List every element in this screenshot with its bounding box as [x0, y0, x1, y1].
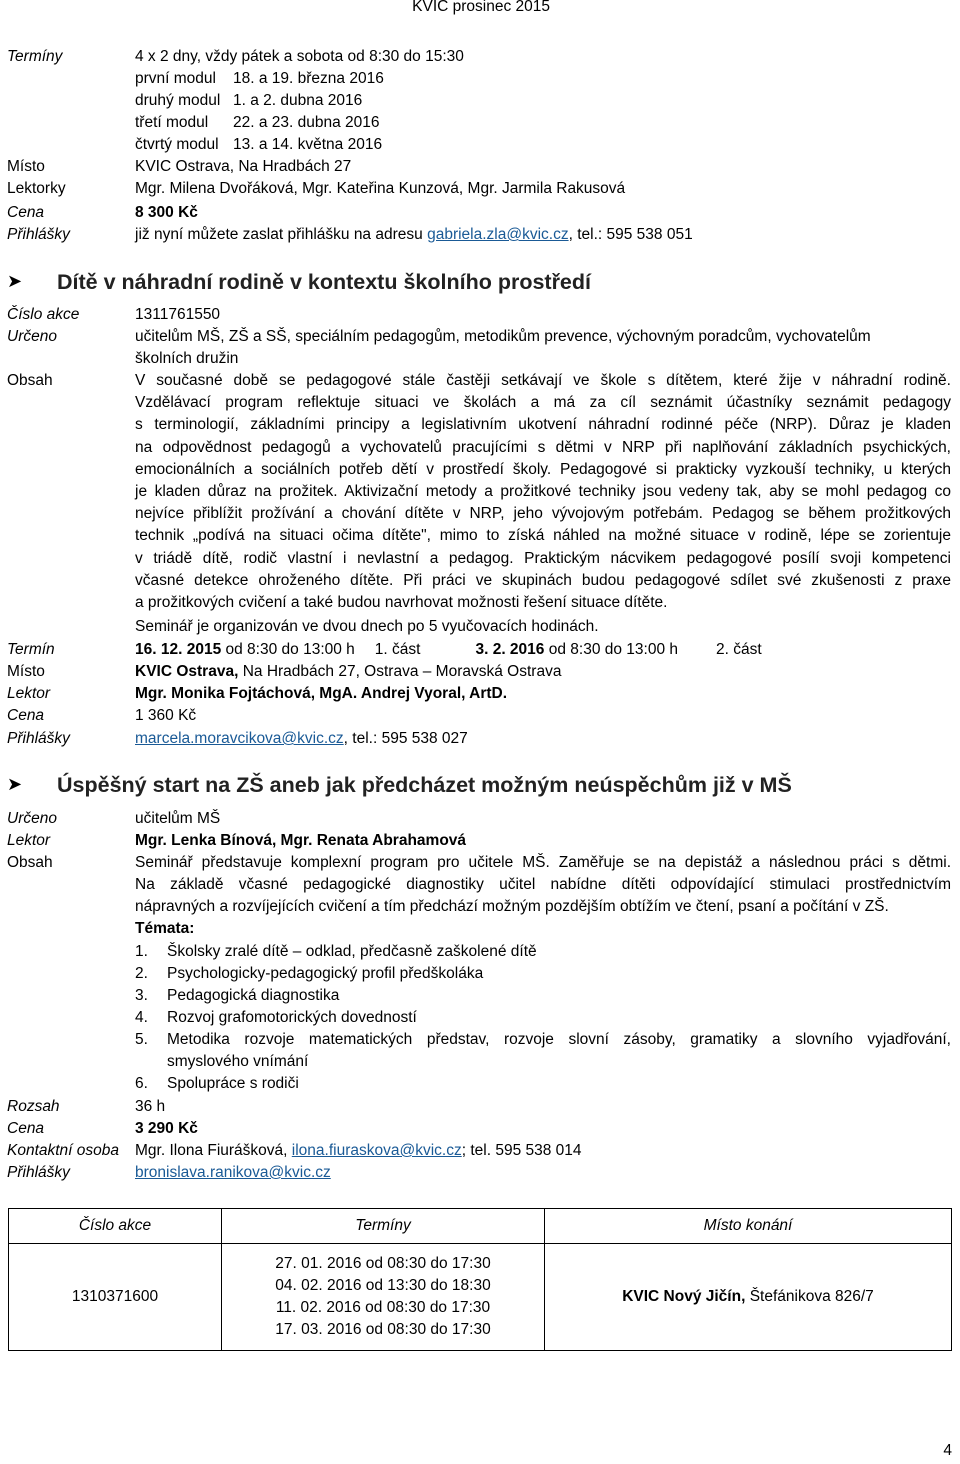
course3-title-text: Úspěšný start na ZŠ aneb jak předcházet možným neúspěchům již v MŠ: [57, 773, 792, 797]
obsah-note: Seminář je organizován ve dvou dnech po 5 vyučovacích hodinách.: [135, 618, 599, 635]
termin-label: Termín: [7, 641, 55, 658]
module-name: první modul: [135, 70, 216, 87]
table-header-row: [9, 1209, 952, 1244]
list-item: [135, 985, 951, 1007]
module-date: 13. a 14. května 2016: [233, 136, 383, 153]
page-header-title: KVIC prosinec 2015: [412, 0, 550, 15]
module-row: [135, 112, 380, 134]
arrow-bullet-icon: ➤: [7, 774, 23, 794]
obsah-line: je kladen důraz na prožitek. Aktivizační metody a prožitkové techniky jsou vedeny tak, aby se mohl pedagog co: [135, 482, 951, 500]
prihlasky-email-link[interactable]: gabriela.zla@kvic.cz: [427, 226, 569, 243]
lektor-value: Mgr. Monika Fojtáchová, MgA. Andrej Vyoral, ArtD.: [135, 685, 508, 702]
termin-part2-date: 3. 2. 2016: [475, 641, 545, 658]
list-item-text: Psychologicky-pedagogický profil předškoláka: [167, 965, 484, 982]
course3-prihlasky-row: [7, 1162, 331, 1184]
prihlasky-label: Přihlášky: [7, 730, 70, 747]
course2-misto-row: [7, 661, 561, 683]
termin-part2-time: od 8:30 do 13:00 h: [544, 641, 679, 658]
course1-prihlasky-row: [7, 224, 693, 246]
table-cell-terminy: [222, 1244, 545, 1351]
list-item-number: 3.: [135, 987, 148, 1004]
cena-value: 8 300 Kč: [135, 204, 198, 221]
terminy-value: 4 x 2 dny, vždy pátek a sobota od 8:30 do 15:30: [135, 48, 464, 65]
list-item: [135, 941, 951, 963]
termin-entry: 17. 03. 2016 od 08:30 do 17:30: [275, 1321, 491, 1338]
urceno-label: Určeno: [7, 810, 57, 827]
obsah-line: V současné době se pedagogové stále častěji setkávají ve škole s dítětem, které žije v náhradní rodině.: [135, 372, 951, 389]
list-item-number: 6.: [135, 1075, 148, 1092]
prihlasky-text: již nyní můžete zaslat přihlášku na adresu: [135, 226, 428, 243]
list-item: [135, 1073, 951, 1095]
course2-title: [7, 270, 591, 295]
termin-entry: 27. 01. 2016 od 08:30 do 17:30: [275, 1255, 491, 1272]
course2-cena-row: [7, 705, 196, 727]
list-item-text: Spolupráce s rodiči: [167, 1075, 299, 1092]
arrow-bullet-icon: ➤: [7, 271, 23, 291]
cislo-value: 1311761550: [135, 306, 221, 323]
table-row: [9, 1244, 952, 1351]
course2-cislo-row: [7, 304, 220, 326]
kontakt-email-link[interactable]: ilona.fiuraskova@kvic.cz: [291, 1142, 462, 1159]
list-item: [135, 963, 951, 985]
prihlasky-label: Přihlášky: [7, 226, 70, 243]
page-number: 4: [943, 1442, 952, 1459]
termin-part1-time: od 8:30 do 13:00 h: [221, 641, 355, 658]
temata-list: [135, 941, 951, 1095]
course1-terminy-row: [7, 46, 464, 68]
course2-prihlasky-row: [7, 728, 468, 750]
obsah-line: s terminologií, základními principy a legislativním ukotvení náhradní rodinné péče (NRP). Důraz je kladen: [135, 416, 951, 434]
table-cell-cislo: 1310371600: [9, 1244, 222, 1351]
obsah-line: Seminář představuje komplexní program pro učitele MŠ. Zaměřuje se na depistáž a následnou práci s dětmi.: [135, 854, 951, 871]
obsah-line: na odpovědnost pedagogů a vychovatelů pracujícími s dětmi v NRP při naplňování základních psychických,: [135, 438, 951, 456]
obsah-line: technik „podívá na situaci očima dítěte", mimo to získá náhled na možné situace v rodině, lépe se zorientuje: [135, 527, 951, 545]
rozsah-value: 36 h: [135, 1098, 166, 1115]
table-header-misto: Místo konání: [545, 1209, 952, 1244]
module-row: [135, 134, 382, 156]
course3-rozsah-row: [7, 1096, 165, 1118]
obsah-line: Na základě včasné pedagogické diagnostiky učitel nabídne dítěti odpovídající stimulaci prostřednictvím: [135, 876, 951, 894]
course2-obsah-label-row: [7, 370, 135, 392]
lektorky-value: Mgr. Milena Dvořáková, Mgr. Kateřina Kunzová, Mgr. Jarmila Rakusová: [135, 180, 626, 197]
course2-urceno-row: [7, 326, 871, 348]
lektor-label: Lektor: [7, 832, 51, 849]
urceno-continuation: školních družin: [135, 350, 239, 367]
list-item: [135, 1007, 951, 1029]
termin-entry: 04. 02. 2016 od 13:30 do 18:30: [275, 1277, 491, 1294]
urceno-label: Určeno: [7, 328, 57, 345]
list-item-number: 1.: [135, 943, 148, 960]
list-item-text: Metodika rozvoje matematických představ, rozvoje slovní zásoby, gramatiky a slovního vyjadřování,: [167, 1031, 951, 1048]
module-date: 22. a 23. dubna 2016: [233, 114, 380, 131]
misto-bold: KVIC Nový Jičín,: [622, 1288, 746, 1305]
prihlasky-tel: , tel.: 595 538 051: [568, 226, 693, 243]
course3-lektor-row: [7, 830, 466, 852]
rozsah-label: Rozsah: [7, 1098, 60, 1115]
misto-rest: Na Hradbách 27, Ostrava – Moravská Ostrava: [238, 663, 562, 680]
course3-cena-row: [7, 1118, 198, 1140]
list-item-number: 2.: [135, 965, 148, 982]
list-item: [135, 1029, 951, 1073]
termin-entry: 11. 02. 2016 od 08:30 do 17:30: [275, 1299, 491, 1316]
kontakt-name: Mgr. Ilona Fiurášková,: [135, 1142, 292, 1159]
obsah-line: nápravných a rozvíjejících cvičení a tím předchází možným pozdějším obtížím ve čtení, psaní a počítání v ZŠ.: [135, 898, 889, 916]
prihlasky-email-link[interactable]: marcela.moravcikova@kvic.cz: [135, 730, 344, 747]
module-row: [135, 90, 362, 112]
kontakt-label: Kontaktní osoba: [7, 1142, 120, 1159]
termin-part2-label: 2. část: [716, 641, 762, 658]
lektorky-label: Lektorky: [7, 180, 66, 197]
obsah-line: včasné detekce ohroženého dítěte. Při práci ve skupinách budou pedagogové sdílet své zkušenosti z praxe: [135, 571, 951, 589]
prihlasky-email-link[interactable]: bronislava.ranikova@kvic.cz: [135, 1164, 331, 1181]
module-row: [135, 68, 384, 90]
module-name: druhý modul: [135, 92, 221, 109]
module-date: 1. a 2. dubna 2016: [233, 92, 363, 109]
course3-obsah-label-row: [7, 852, 135, 874]
course2-lektor-row: [7, 683, 507, 705]
obsah-label: Obsah: [7, 854, 53, 871]
urceno-value: učitelům MŠ: [135, 810, 221, 827]
list-item-text: Rozvoj grafomotorických dovedností: [167, 1009, 417, 1026]
temata-label: Témata:: [135, 920, 195, 937]
termin-part1-label: 1. část: [374, 641, 421, 658]
termin-part1-date: 16. 12. 2015: [135, 641, 222, 658]
course3-obsah-text: [135, 852, 951, 919]
list-item-number: 4.: [135, 1009, 148, 1026]
cena-value: 3 290 Kč: [135, 1120, 198, 1137]
course3-urceno-row: [7, 808, 220, 830]
cena-label: Cena: [7, 1120, 45, 1137]
course1-cena-row: [7, 202, 198, 224]
course2-title-text: Dítě v náhradní rodině v kontextu školního prostředí: [57, 270, 591, 294]
module-name: čtvrtý modul: [135, 136, 219, 153]
obsah-line: Vzdělávací program reflektuje situaci ve školách a má za cíl seznámit účastníky seznámit pedagogy: [135, 394, 951, 412]
course3-kontakt-row: [7, 1140, 582, 1162]
cena-label: Cena: [7, 707, 45, 724]
misto-value: KVIC Ostrava, Na Hradbách 27: [135, 158, 352, 175]
obsah-line: v triádě dítě, rodič vlastní i nevlastní a pedagog. Praktickým nácvikem pedagogové posílí svoji kompetenci: [135, 549, 951, 567]
obsah-line: nejvíce přiblížit prožívání a chování dítěte v NRP, jeho vývojovým potřebám. Pedagog se během prožitkových: [135, 505, 951, 523]
misto-label: Místo: [7, 663, 45, 680]
table-header-terminy: Termíny: [222, 1209, 545, 1244]
kontakt-tel: ; tel. 595 538 014: [461, 1142, 582, 1159]
course2-termin-row: [7, 639, 762, 661]
misto-bold: KVIC Ostrava,: [135, 663, 239, 680]
module-date: 18. a 19. března 2016: [233, 70, 384, 87]
list-item-text: Školsky zralé dítě – odklad, předčasně zaškolené dítě: [167, 943, 537, 960]
course3-title: [7, 773, 792, 798]
obsah-line: a prožitkových cvičení a také budou navrhovat možnosti řešení situace dítěte.: [135, 593, 668, 611]
cislo-label: Číslo akce: [7, 306, 80, 323]
lektor-value: Mgr. Lenka Bínová, Mgr. Renata Abrahamová: [135, 832, 467, 849]
cena-label: Cena: [7, 204, 45, 221]
table-cell-misto: [545, 1244, 952, 1351]
cena-value: 1 360 Kč: [135, 707, 197, 724]
misto-label: Místo: [7, 158, 45, 175]
course1-misto-row: [7, 156, 351, 178]
course1-lektorky-row: [7, 178, 625, 200]
urceno-value: učitelům MŠ, ZŠ a SŠ, speciálním pedagogům, metodikům prevence, výchovným poradcům, vychovatelům: [135, 328, 871, 345]
obsah-line: emocionálních a sociálních potřeb dětí v prostředí školy. Pedagogové si prakticky vyzkouší techniky, u kterých: [135, 460, 951, 478]
terminy-label: Termíny: [7, 48, 63, 65]
list-item-text-continued: smyslového vnímání: [167, 1053, 309, 1070]
table-header-cislo: Číslo akce: [9, 1209, 222, 1244]
prihlasky-tel: , tel.: 595 538 027: [343, 730, 468, 747]
list-item-text: Pedagogická diagnostika: [167, 987, 340, 1004]
schedule-table: [8, 1208, 952, 1351]
module-name: třetí modul: [135, 114, 209, 131]
list-item-number: 5.: [135, 1031, 148, 1048]
misto-rest: Štefánikova 826/7: [745, 1288, 874, 1305]
prihlasky-label: Přihlášky: [7, 1164, 70, 1181]
obsah-label: Obsah: [7, 372, 53, 389]
course2-obsah-text: [135, 370, 951, 614]
lektor-label: Lektor: [7, 685, 51, 702]
